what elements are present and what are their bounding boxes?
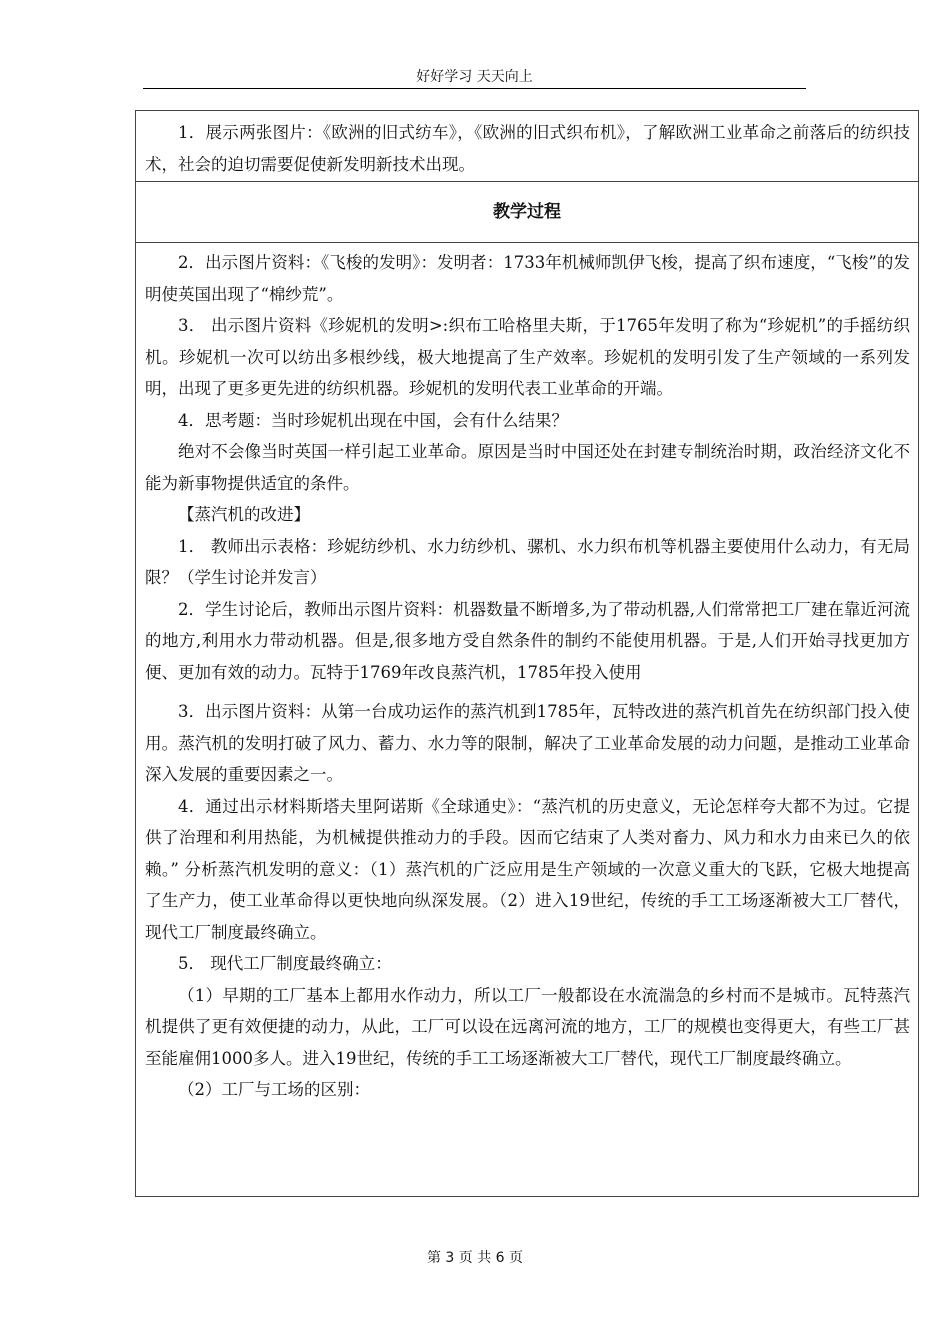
- teaching-process-cell: [145, 247, 910, 1106]
- paragraph: 3． 出示图片资料《珍妮机的发明>:织布工哈格里夫斯，于1765年发明了称为“珍妮机”的手摇纺织机。珍妮机一次可以纺出多根纱线，极大地提高了生产效率。珍妮机的发明引发了生产领域的一系列发明，出现了更多更先进的纺织机器。珍妮机的发明代表工业革命的开端。: [145, 316, 910, 398]
- paragraph: 5． 现代工厂制度最终确立：: [178, 954, 392, 973]
- paragraph: 4．思考题：当时珍妮机出现在中国，会有什么结果？: [178, 410, 568, 430]
- page-footer: 第 3 页 共 6 页: [426, 1250, 524, 1266]
- lesson-plan-table: [135, 110, 919, 1197]
- teaching-process-row: [136, 243, 918, 1196]
- paragraph: 2．出示图片资料：《飞梭的发明》：发明者：1733年机械师凯伊飞梭，提高了织布速度，“飞梭”的发明使英国出现了“棉纱荒”。: [145, 253, 910, 304]
- section-title: 教学过程: [493, 202, 561, 222]
- paragraph: （2）工厂与工场的区别：: [178, 1080, 370, 1099]
- intro-row: [136, 111, 918, 182]
- intro-paragraph: 1．展示两张图片：《欧洲的旧式纺车》，《欧洲的旧式织布机》，了解欧洲工业革命之前落后的纺织技术，社会的迫切需要促使新发明新技术出现。: [145, 123, 910, 174]
- paragraph: 1． 教师出示表格：珍妮纺纱机、水力纺纱机、骡机、水力织布机等机器主要使用什么动力，有无局限？（学生讨论并发言）: [145, 536, 910, 587]
- page-header: 好好学习 天天向上: [143, 66, 806, 89]
- paragraph: 2．学生讨论后，教师出示图片资料：机器数量不断增多,为了带动机器,人们常常把工厂建在靠近河流的地方,利用水力带动机器。但是,很多地方受自然条件的制约不能使用机器。于是,人们开始寻找更加方便、更加有效的动力。瓦特于1769年改良蒸汽机，1785年投入使用: [145, 599, 910, 682]
- paragraph: 绝对不会像当时英国一样引起工业革命。原因是当时中国还处在封建专制统治时期，政治经济文化不能为新事物提供适宜的条件。: [145, 442, 910, 493]
- paragraph: 4．通过出示材料斯塔夫里阿诺斯《全球通史》：“蒸汽机的历史意义，无论怎样夸大都不为过。它提供了治理和利用热能，为机械提供推动力的手段。因而它结束了人类对畜力、风力和水力由来已久的依赖。” 分析蒸汽机发明的意义：（1）蒸汽机的广泛应用是生产领域的一次意义重大的飞跃，它极大地提高了生产力，使工业革命得以更快地向纵深发展。（2）进入19世纪，传统的手工工场逐渐被大工厂替代，现代工厂制度最终确立。: [145, 796, 910, 942]
- section-title-row: [136, 182, 918, 243]
- intro-cell: [145, 117, 910, 180]
- subheading: 【蒸汽机的改进】: [178, 505, 310, 524]
- paragraph: 3．出示图片资料：从第一台成功运作的蒸汽机到1785年，瓦特改进的蒸汽机首先在纺织部门投入使用。蒸汽机的发明打破了风力、蓄力、水力等的限制，解决了工业革命发展的动力问题，是推动工业革命深入发展的重要因素之一。: [145, 702, 910, 784]
- paragraph: （1）早期的工厂基本上都用水作动力，所以工厂一般都设在水流湍急的乡村而不是城市。瓦特蒸汽机提供了更有效便捷的动力，从此，工厂可以设在远离河流的地方，工厂的规模也变得更大，有些工厂甚至能雇佣1000多人。进入19世纪，传统的手工工场逐渐被大工厂替代，现代工厂制度最终确立。: [145, 985, 910, 1068]
